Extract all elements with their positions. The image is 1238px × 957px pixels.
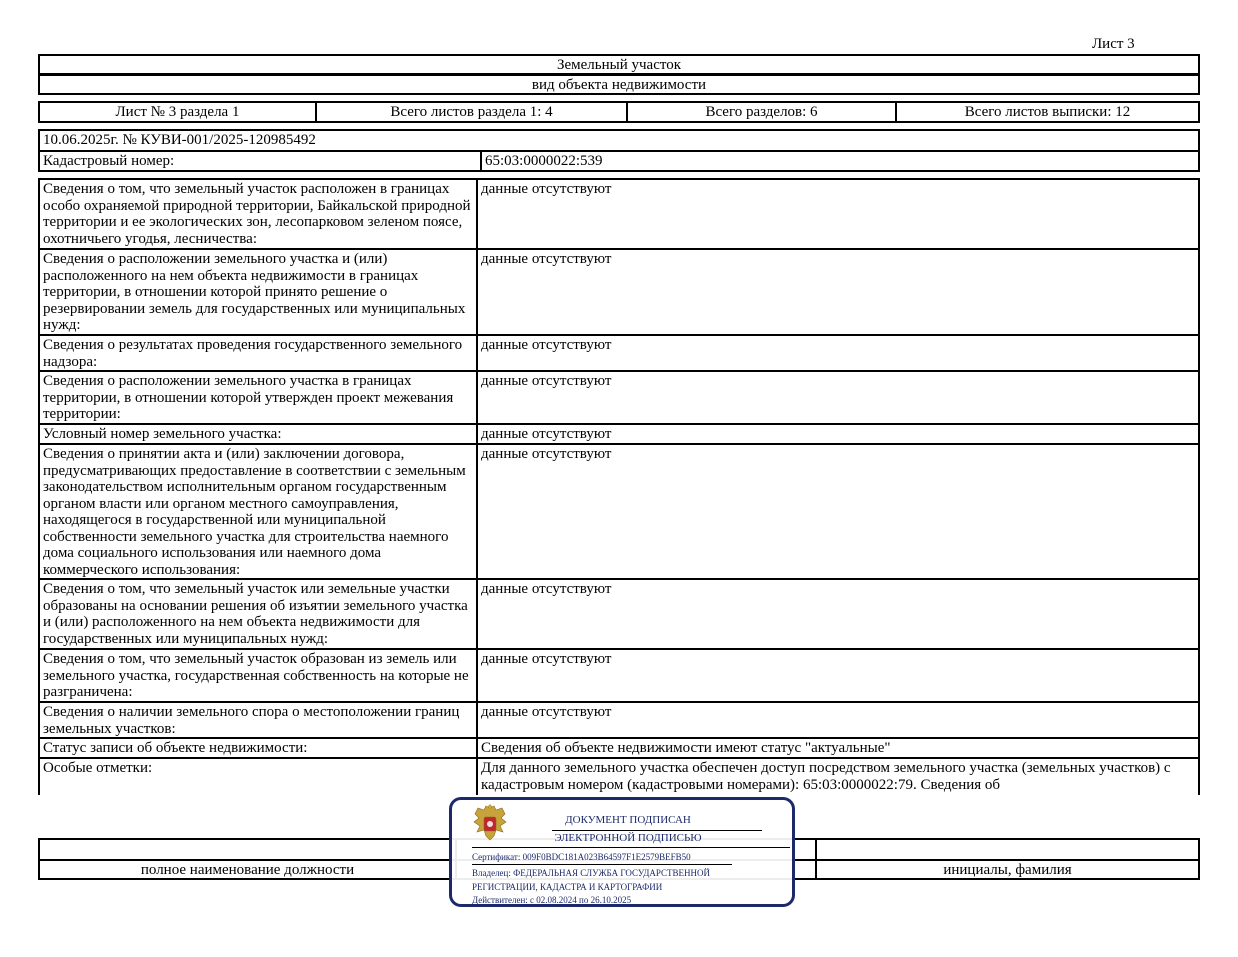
details-table — [38, 178, 1200, 795]
table-row — [39, 702, 1199, 738]
table-row — [39, 444, 1199, 579]
sheet-label: Лист 3 — [1092, 36, 1135, 52]
row-label: Сведения о наличии земельного спора о местоположении границ земельных участков: — [39, 702, 477, 738]
row-value: данные отсутствуют — [477, 579, 1199, 649]
row-label: Сведения о результатах проведения государственного земельного надзора: — [39, 335, 477, 371]
sections-total: Всего разделов: 6 — [628, 103, 897, 121]
stamp-title-line2: ЭЛЕКТРОННОЙ ПОДПИСЬЮ — [554, 832, 702, 844]
table-row — [39, 179, 1199, 249]
row-value: данные отсутствуют — [477, 649, 1199, 702]
row-label: Сведения о том, что земельный участок расположен в границах особо охраняемой природной территории, Байкальской природной территории и ее экологических зон, лесопарковом зеленом поясе, охотничьего угодья, лесничества: — [39, 179, 477, 249]
row-value: данные отсутствуют — [477, 335, 1199, 371]
stamp-title-line1: ДОКУМЕНТ ПОДПИСАН — [565, 814, 691, 826]
sheet-of-section: Лист № 3 раздела 1 — [40, 103, 317, 121]
section-sheet-total: Всего листов раздела 1: 4 — [317, 103, 628, 121]
table-row — [39, 249, 1199, 335]
row-label: Сведения о расположении земельного участка и (или) расположенного на нем объекта недвижимости в границах территории, в отношении которой принято решение о резервировании земель для государственных или муниципальных нужд: — [39, 249, 477, 335]
cadastral-label: Кадастровый номер: — [40, 152, 482, 170]
electronic-signature-stamp — [449, 797, 795, 907]
row-label: Сведения о расположении земельного участка в границах территории, в отношении которой утвержден проект межевания территории: — [39, 371, 477, 424]
stamp-certificate: Сертификат: 009F0BDC181A023B64597F1E2579BEFB50 — [472, 852, 691, 862]
row-label: Условный номер земельного участка: — [39, 424, 477, 444]
table-row — [39, 335, 1199, 371]
row-label: Сведения о принятии акта и (или) заключении договора, предусматривающих предоставление в соответствии с земельным законодательством исполнительным органом государственным органом власти или органом местного самоуправления, находящегося в государственной или муниципальной собственности земельного участка для строительства наемного дома социального использования или наемного дома коммерческого использования: — [39, 444, 477, 579]
table-row — [39, 371, 1199, 424]
sheet-counts-row — [38, 101, 1200, 123]
cadastral-value: 65:03:0000022:539 — [485, 153, 603, 169]
position-caption: полное наименование должности — [140, 862, 355, 878]
row-value: данные отсутствуют — [477, 179, 1199, 249]
object-title: Земельный участок — [38, 54, 1200, 75]
row-value: Сведения об объекте недвижимости имеют статус "актуальные" — [477, 738, 1199, 758]
stamp-owner-line2: РЕГИСТРАЦИИ, КАДАСТРА И КАРТОГРАФИИ — [472, 882, 663, 892]
stamp-validity: Действителен: с 02.08.2024 по 26.10.2025 — [472, 895, 632, 905]
details-table-wrapper — [38, 178, 1200, 795]
date-number: 10.06.2025г. № КУВИ-001/2025-120985492 — [40, 131, 1198, 152]
row-label: Сведения о том, что земельный участок или земельные участки образованы на основании решения об изъятии земельного участка и (или) расположенного на нем объекта недвижимости для государственных или муниципальных нужд: — [39, 579, 477, 649]
table-row — [39, 738, 1199, 758]
table-row — [39, 579, 1199, 649]
table-row — [39, 758, 1199, 795]
row-value: данные отсутствуют — [477, 371, 1199, 424]
table-row — [39, 649, 1199, 702]
row-value: данные отсутствуют — [477, 424, 1199, 444]
stamp-owner-line1: Владелец: ФЕДЕРАЛЬНАЯ СЛУЖБА ГОСУДАРСТВЕННОЙ — [472, 868, 711, 878]
document-header — [38, 129, 1200, 172]
extract-sheets-total: Всего листов выписки: 12 — [964, 104, 1131, 120]
row-value: данные отсутствуют — [477, 444, 1199, 579]
row-value: данные отсутствуют — [477, 249, 1199, 335]
row-label: Статус записи об объекте недвижимости: — [39, 738, 477, 758]
row-value: Для данного земельного участка обеспечен доступ посредством земельного участка (земельных участков) с кадастровым номером (кадастровыми номерами): 65:03:0000022:79. Сведения об — [477, 758, 1199, 795]
row-label: Особые отметки: — [39, 758, 477, 795]
row-label: Сведения о том, что земельный участок образован из земель или земельного участка, государственная собственность на которые не разграничена: — [39, 649, 477, 702]
object-type-caption: вид объекта недвижимости — [38, 74, 1200, 95]
row-value: данные отсутствуют — [477, 702, 1199, 738]
table-row — [39, 424, 1199, 444]
name-caption: инициалы, фамилия — [943, 862, 1072, 878]
